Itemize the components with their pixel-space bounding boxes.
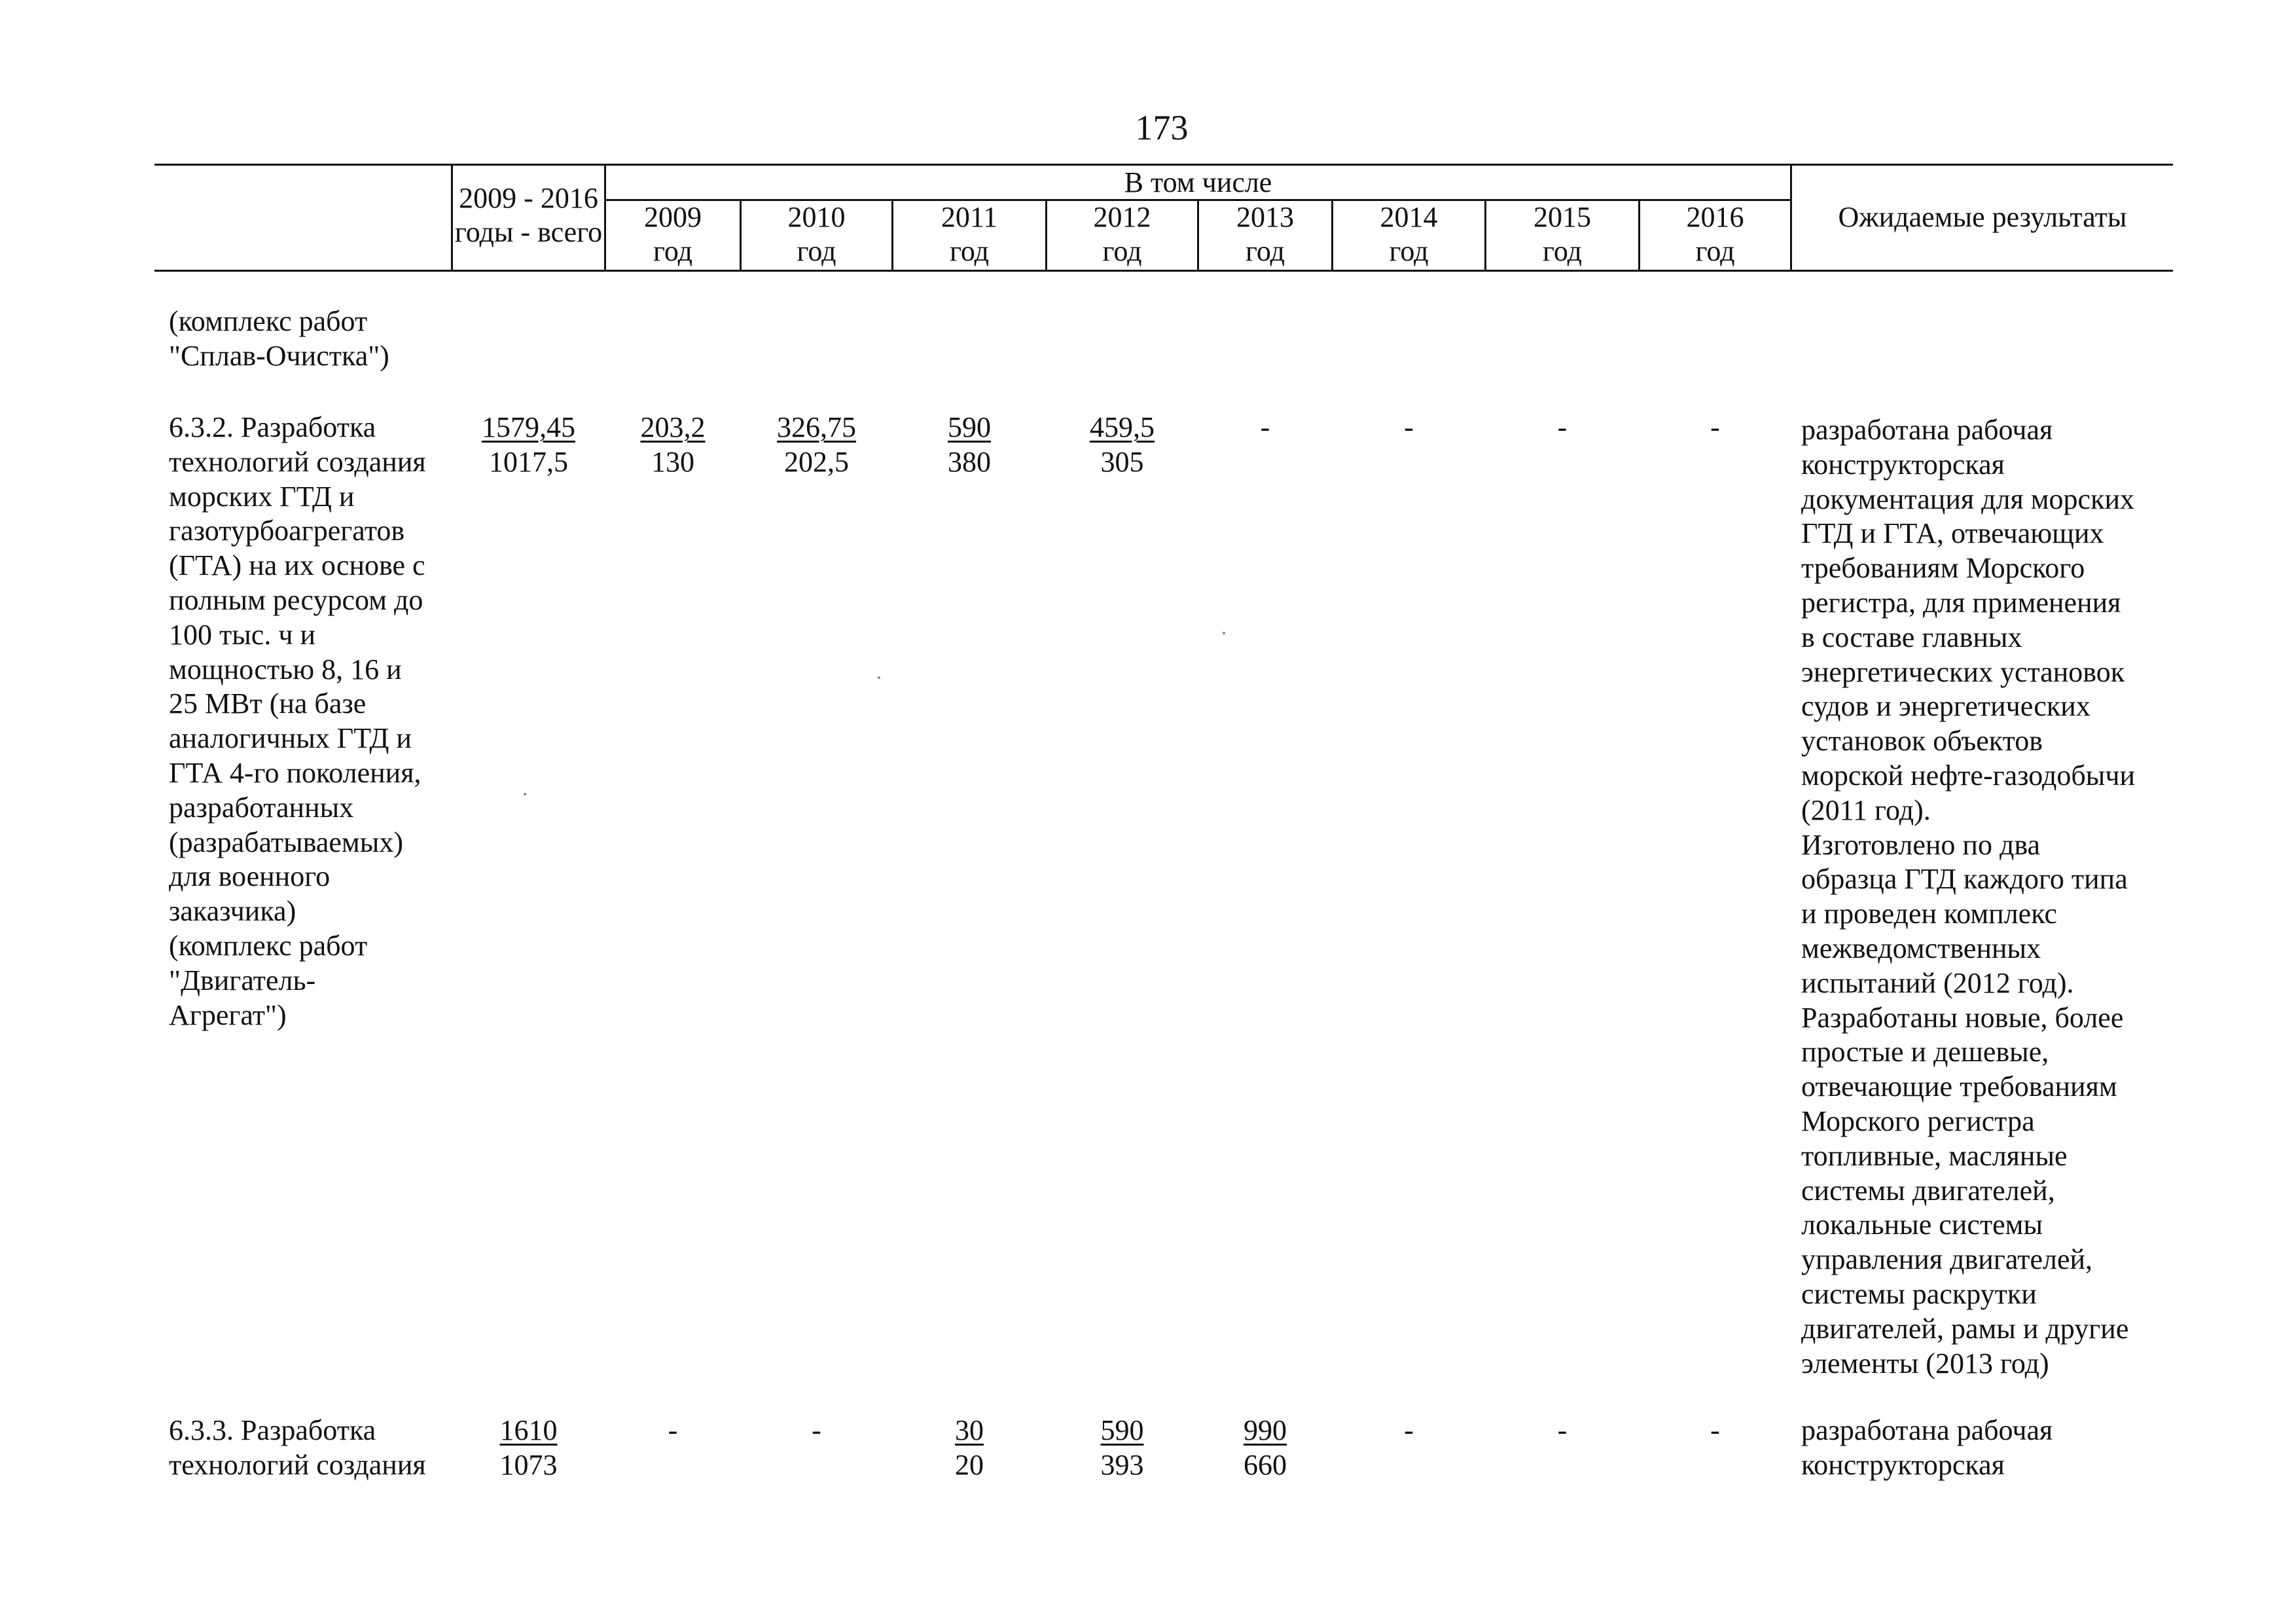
page-number: 173	[1135, 108, 1189, 147]
cell-2010: 326,75 202,5	[777, 411, 856, 478]
cell-2013: -	[1260, 411, 1270, 443]
continuation-text: (комплекс работ "Сплав-Очистка")	[169, 305, 389, 372]
row-name: 6.3.2. Разработка технологий создания морских ГТД и газотурбоагрегатов (ГТА) на их основе с полным ресурсом до 100 тыс. ч и мощностью 8, 16 и 25 МВт (на базе аналогичных ГТД и ГТА 4-го поколения, разработанных (разрабатываемых) для военного заказчика) (комплекс работ "Двигатель- Агрегат")	[169, 411, 426, 1031]
cell-2015: -	[1557, 1414, 1568, 1446]
row-results: разработана рабочая конструкторская	[1801, 1414, 2053, 1481]
year-header-2016: 2016 год	[1686, 201, 1744, 267]
year-header-2009: 2009 год	[644, 201, 702, 267]
cell-2013: 990 660	[1244, 1414, 1287, 1481]
cell-total: 1610 1073	[499, 1414, 558, 1481]
total-header	[453, 181, 604, 249]
scan-speck	[1223, 632, 1225, 634]
total-header-line2: годы - всего	[454, 216, 603, 248]
header-bottom-border	[154, 270, 2173, 272]
cell-2012: 590 393	[1100, 1414, 1144, 1481]
including-header: В том числе	[1124, 166, 1272, 198]
cell-2015: -	[1557, 411, 1568, 443]
scan-speck	[878, 676, 880, 679]
cell-2009: -	[668, 1414, 678, 1446]
year-header-2010: 2010 год	[787, 201, 846, 267]
cell-2010: -	[812, 1414, 821, 1446]
total-header-line1: 2009 - 2016	[459, 182, 598, 214]
cell-2016: -	[1710, 1414, 1720, 1446]
cell-2014: -	[1404, 1414, 1414, 1446]
cell-2011: 590 380	[948, 411, 991, 478]
cell-2011: 30 20	[955, 1414, 984, 1481]
cell-total: 1579,45 1017,5	[482, 411, 575, 478]
cell-2009: 203,2 130	[640, 411, 706, 478]
row-results: разработана рабочая конструкторская документация для морских ГТД и ГТА, отвечающих требованиям Морского регистра, для применения в составе главных энергетических установок судов и энергетических установок объектов морской нефте-газодобычи (2011 год). Изготовлено по два образца ГТД каждого типа и проведен комплекс межведомственных испытаний (2012 год). Разработаны новые, более простые и дешевые, отвечающие требованиям Морского регистра топливные, масляные системы двигателей, локальные системы управления двигателей, системы раскрутки двигателей, рамы и другие элементы (2013 год)	[1801, 414, 2136, 1379]
year-header-2015: 2015 год	[1534, 201, 1591, 267]
row-name: 6.3.3. Разработка технологий создания	[169, 1414, 426, 1481]
year-header-2014: 2014 год	[1380, 201, 1438, 267]
cell-2016: -	[1710, 411, 1720, 443]
year-header-2012: 2012 год	[1093, 201, 1151, 267]
results-header: Ожидаемые результаты	[1838, 201, 2127, 233]
cell-2012: 459,5 305	[1090, 411, 1155, 478]
cell-2014: -	[1404, 411, 1414, 443]
scan-speck	[524, 793, 526, 795]
year-header-2011: 2011 год	[941, 201, 998, 267]
year-header-2013: 2013 год	[1236, 201, 1294, 267]
